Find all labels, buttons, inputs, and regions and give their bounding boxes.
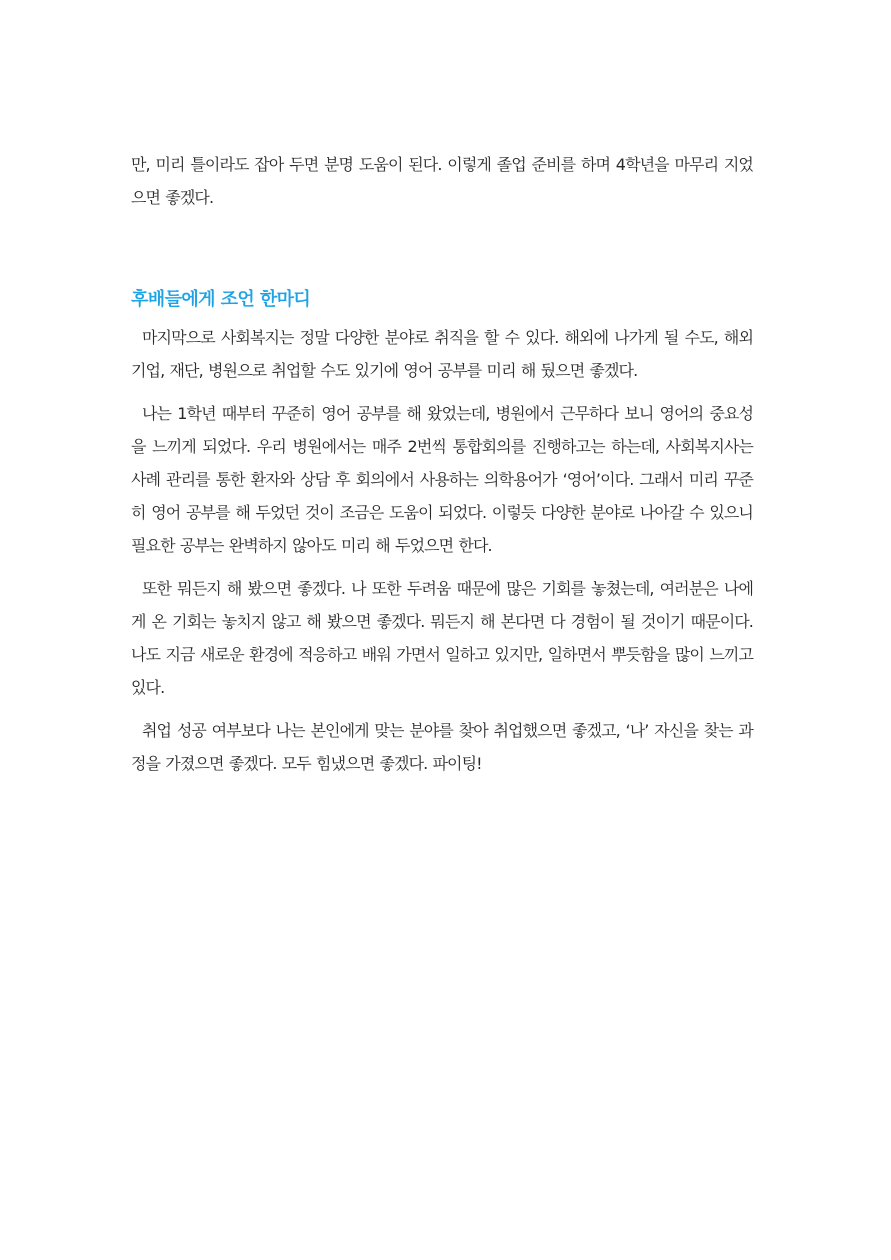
body-paragraph-3: 또한 뭐든지 해 봤으면 좋겠다. 나 또한 두려움 때문에 많은 기회를 놓쳤는데, 여러분은 나에게 온 기회는 놓치지 않고 해 봤으면 좋겠다. 뭐든지 해 본다면 다 경험이 될 것이기 때문이다. 나도 지금 새로운 환경에 적응하고 배워 가면서 일하고 있지만, 일하면서 뿌듯함을 많이 느끼고 있다. — [131, 579, 753, 697]
section-heading: 후배들에게 조언 한마디 — [131, 289, 311, 310]
intro-paragraph: 만, 미리 틀이라도 잡아 두면 분명 도움이 된다. 이렇게 졸업 준비를 하며 4학년을 마무리 지었으면 좋겠다. — [131, 155, 753, 207]
page-content — [131, 148, 753, 780]
body-paragraph-2: 나는 1학년 때부터 꾸준히 영어 공부를 해 왔었는데, 병원에서 근무하다 보니 영어의 중요성을 느끼게 되었다. 우리 병원에서는 매주 2번씩 통합회의를 진행하고는 하는데, 사회복지사는 사례 관리를 통한 환자와 상담 후 회의에서 사용하는 의학용어가 ‘영어’이다. 그래서 미리 꾸준히 영어 공부를 해 두었던 것이 조금은 도움이 되었다. 이렇듯 다양한 분야로 나아갈 수 있으니 필요한 공부는 완벽하지 않아도 미리 해 두었으면 한다. — [131, 404, 753, 555]
body-paragraph-4: 취업 성공 여부보다 나는 본인에게 맞는 분야를 찾아 취업했으면 좋겠고, ‘나’ 자신을 찾는 과정을 가졌으면 좋겠다. 모두 힘냈으면 좋겠다. 파이팅! — [131, 721, 753, 773]
body-paragraph-1: 마지막으로 사회복지는 정말 다양한 분야로 취직을 할 수 있다. 해외에 나가게 될 수도, 해외 기업, 재단, 병원으로 취업할 수도 있기에 영어 공부를 미리 해 뒀으면 좋겠다. — [131, 328, 753, 380]
